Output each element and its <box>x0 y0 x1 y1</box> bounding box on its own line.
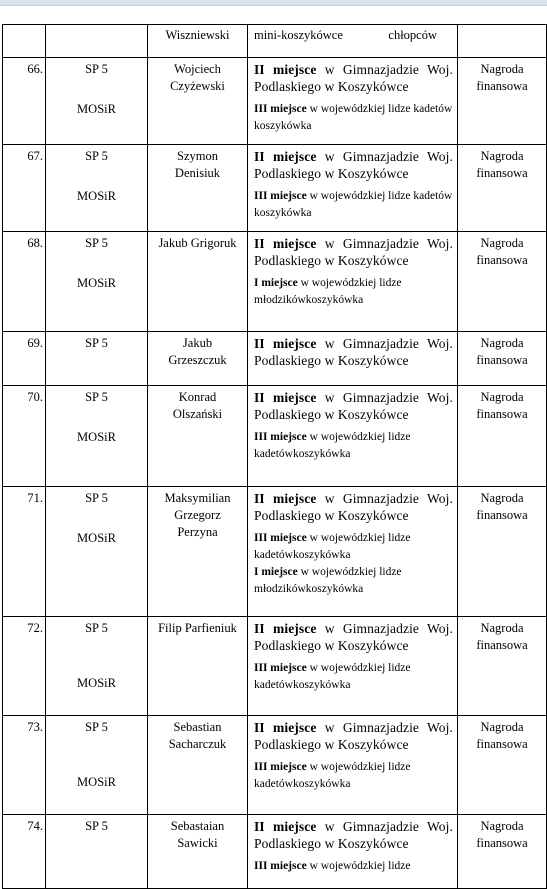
place-label: III miejsce <box>254 532 307 544</box>
league-achievement <box>254 101 453 135</box>
league-achievement <box>254 660 453 694</box>
name-cell <box>148 145 248 232</box>
place-label: II miejsce <box>254 336 317 351</box>
name-cell <box>148 232 248 332</box>
school-name: SP 5 <box>85 621 108 635</box>
student-name-line: Olszański <box>172 407 223 421</box>
place-label: III miejsce <box>254 103 307 115</box>
school-cell <box>46 145 148 232</box>
prize-cell <box>458 332 547 386</box>
league-text: w wojewódzkiej lidze młodzikówkoszykówka <box>254 277 402 306</box>
row-number: 70. <box>27 390 43 404</box>
row-number: 67. <box>27 149 43 163</box>
awards-table <box>2 24 547 889</box>
place-label: III miejsce <box>254 190 307 202</box>
club-name: MOSiR <box>77 102 116 116</box>
row-number: 68. <box>27 236 43 250</box>
place-label: III miejsce <box>254 662 307 674</box>
league-text: w wojewódzkiej lidze kadetów koszykówka <box>254 103 453 132</box>
table-row <box>3 386 547 487</box>
competition-text: w Gimnazjadzie Woj. Podlaskiego w Koszykówce <box>254 819 453 851</box>
league-achievement <box>254 858 453 875</box>
row-number: 73. <box>27 720 43 734</box>
main-achievement <box>254 235 453 269</box>
school-cell <box>46 58 148 145</box>
student-name-line: Sawicki <box>177 836 218 850</box>
league-achievement <box>254 564 453 598</box>
school-cell <box>46 716 148 815</box>
league-text: w wojewódzkiej lidze kadetówkoszykówka <box>254 532 411 561</box>
league-text: w wojewódzkiej lidze kadetów koszykówka <box>254 190 453 219</box>
main-achievement <box>254 719 453 753</box>
place-label: III miejsce <box>254 860 307 872</box>
row-number-cell <box>3 58 46 145</box>
place-label: II miejsce <box>254 621 317 636</box>
prize-text: Nagroda <box>480 236 524 250</box>
student-name-line: Filip Parfieniuk <box>158 621 237 635</box>
achievement-cell <box>248 25 458 58</box>
place-label: II miejsce <box>254 390 317 405</box>
prize-text: Nagroda <box>480 819 524 833</box>
student-name-line: Konrad <box>178 390 217 404</box>
place-label: II miejsce <box>254 720 317 735</box>
school-name: SP 5 <box>85 149 108 163</box>
row-number-cell <box>3 145 46 232</box>
school-name: SP 5 <box>85 336 108 350</box>
achievement-cell <box>248 716 458 815</box>
student-name-line: Czyżewski <box>170 79 225 93</box>
student-name-line: Maksymilian <box>164 491 231 505</box>
name-cell <box>148 815 248 889</box>
row-number: 72. <box>27 621 43 635</box>
main-achievement <box>254 490 453 524</box>
name-cell <box>148 617 248 716</box>
prize-text: Nagroda <box>480 390 524 404</box>
name-cell <box>148 58 248 145</box>
school-cell <box>46 386 148 487</box>
main-achievement <box>254 335 453 369</box>
prize-text: finansowa <box>476 253 528 267</box>
prize-text: finansowa <box>476 508 528 522</box>
prize-text: finansowa <box>476 79 528 93</box>
prize-cell <box>458 716 547 815</box>
league-text: w wojewódzkiej lidze kadetówkoszykówka <box>254 431 411 460</box>
club-name: MOSiR <box>77 189 116 203</box>
league-achievement <box>254 530 453 564</box>
prize-text: finansowa <box>476 353 528 367</box>
achievement-cell <box>248 332 458 386</box>
row-number-cell <box>3 815 46 889</box>
row-number-cell <box>3 487 46 617</box>
league-text: w wojewódzkiej lidze młodzikówkoszykówka <box>254 566 402 595</box>
place-label: I miejsce <box>254 277 298 289</box>
place-label: III miejsce <box>254 431 307 443</box>
league-achievement <box>254 188 453 222</box>
prize-text: Nagroda <box>480 62 524 76</box>
place-label: II miejsce <box>254 819 317 834</box>
school-name: SP 5 <box>85 491 108 505</box>
row-number: 66. <box>27 62 43 76</box>
school-cell <box>46 815 148 889</box>
student-name-line: Denisiuk <box>174 166 221 180</box>
prize-text: Nagroda <box>480 491 524 505</box>
place-label: II miejsce <box>254 62 317 77</box>
prize-text: Nagroda <box>480 720 524 734</box>
row-number-cell <box>3 232 46 332</box>
achievement-cell <box>248 617 458 716</box>
main-achievement <box>254 148 453 182</box>
top-bar <box>0 0 547 6</box>
competition-text: w Gimnazjadzie Woj. Podlaskiego w Koszykówce <box>254 336 453 368</box>
achievement-cell <box>248 815 458 889</box>
prize-cell <box>458 232 547 332</box>
league-achievement <box>254 759 453 793</box>
student-name-line: Sebastaian <box>170 819 225 833</box>
prize-cell <box>458 815 547 889</box>
competition-text: w Gimnazjadzie Woj. Podlaskiego w Koszykówce <box>254 62 453 94</box>
table-row <box>3 145 547 232</box>
table-row <box>3 716 547 815</box>
place-label: II miejsce <box>254 236 317 251</box>
row-number-cell <box>3 332 46 386</box>
main-achievement <box>254 818 453 852</box>
table-row <box>3 487 547 617</box>
school-cell <box>46 487 148 617</box>
prize-cell <box>458 25 547 58</box>
student-name: Wiszniewski <box>165 28 230 42</box>
row-number-cell <box>3 716 46 815</box>
league-text: w wojewódzkiej lidze kadetówkoszykówka <box>254 761 411 790</box>
achievement-cell <box>248 232 458 332</box>
school-cell <box>46 617 148 716</box>
name-cell <box>148 487 248 617</box>
num-cell <box>3 25 46 58</box>
student-name-line: Grzeszczuk <box>168 353 227 367</box>
name-cell <box>148 332 248 386</box>
prize-text: finansowa <box>476 407 528 421</box>
achievement-cell <box>248 145 458 232</box>
prize-cell <box>458 487 547 617</box>
school-cell <box>46 232 148 332</box>
table-row <box>3 232 547 332</box>
row-number-cell <box>3 617 46 716</box>
name-cell <box>148 25 248 58</box>
club-name: MOSiR <box>77 276 116 290</box>
school-cell <box>46 332 148 386</box>
prize-text: Nagroda <box>480 336 524 350</box>
competition-text: w Gimnazjadzie Woj. Podlaskiego w Koszykówce <box>254 390 453 422</box>
row-number: 69. <box>27 336 43 350</box>
achievement-text-left: mini-koszykówce <box>254 28 343 42</box>
student-name-line: Wojciech <box>174 62 221 76</box>
school-cell <box>46 25 148 58</box>
league-achievement <box>254 275 453 309</box>
row-number: 74. <box>27 819 43 833</box>
student-name-line: Sacharczuk <box>168 737 227 751</box>
achievement-cell <box>248 386 458 487</box>
club-name: MOSiR <box>77 775 116 789</box>
school-name: SP 5 <box>85 819 108 833</box>
league-achievement <box>254 429 453 463</box>
name-cell <box>148 716 248 815</box>
prize-cell <box>458 58 547 145</box>
student-name-line: Sebastian <box>173 720 222 734</box>
table-row <box>3 58 547 145</box>
school-name: SP 5 <box>85 390 108 404</box>
row-number: 71. <box>27 491 43 505</box>
club-name: MOSiR <box>77 430 116 444</box>
main-achievement <box>254 620 453 654</box>
school-name: SP 5 <box>85 62 108 76</box>
table-row-header-continuation <box>3 25 547 58</box>
table-row <box>3 332 547 386</box>
student-name-line: Perzyna <box>177 525 218 539</box>
competition-text: w Gimnazjadzie Woj. Podlaskiego w Koszykówce <box>254 621 453 653</box>
prize-text: finansowa <box>476 638 528 652</box>
place-label: I miejsce <box>254 566 298 578</box>
club-name: MOSiR <box>77 531 116 545</box>
prize-text: Nagroda <box>480 621 524 635</box>
row-number-cell <box>3 386 46 487</box>
achievement-text-right: chłopców <box>388 28 437 42</box>
prize-text: finansowa <box>476 166 528 180</box>
main-achievement <box>254 389 453 423</box>
place-label: II miejsce <box>254 149 317 164</box>
achievement-cell <box>248 487 458 617</box>
table-row <box>3 617 547 716</box>
student-name-line: Grzegorz <box>174 508 221 522</box>
place-label: II miejsce <box>254 491 317 506</box>
student-name-line: Jakub Grigoruk <box>158 236 237 250</box>
table-row <box>3 815 547 889</box>
prize-cell <box>458 145 547 232</box>
place-label: III miejsce <box>254 761 307 773</box>
school-name: SP 5 <box>85 720 108 734</box>
main-achievement <box>254 61 453 95</box>
prize-cell <box>458 386 547 487</box>
league-text: w wojewódzkiej lidze kadetówkoszykówka <box>254 662 411 691</box>
prize-text: Nagroda <box>480 149 524 163</box>
competition-text: w Gimnazjadzie Woj. Podlaskiego w Koszykówce <box>254 720 453 752</box>
competition-text: w Gimnazjadzie Woj. Podlaskiego w Koszykówce <box>254 149 453 181</box>
student-name-line: Szymon <box>177 149 218 163</box>
league-text: w wojewódzkiej lidze <box>306 860 411 872</box>
prize-text: finansowa <box>476 836 528 850</box>
competition-text: w Gimnazjadzie Woj. Podlaskiego w Koszykówce <box>254 491 453 523</box>
prize-text: finansowa <box>476 737 528 751</box>
competition-text: w Gimnazjadzie Woj. Podlaskiego w Koszykówce <box>254 236 453 268</box>
club-name: MOSiR <box>77 676 116 690</box>
school-name: SP 5 <box>85 236 108 250</box>
achievement-cell <box>248 58 458 145</box>
student-name-line: Jakub <box>182 336 213 350</box>
name-cell <box>148 386 248 487</box>
prize-cell <box>458 617 547 716</box>
